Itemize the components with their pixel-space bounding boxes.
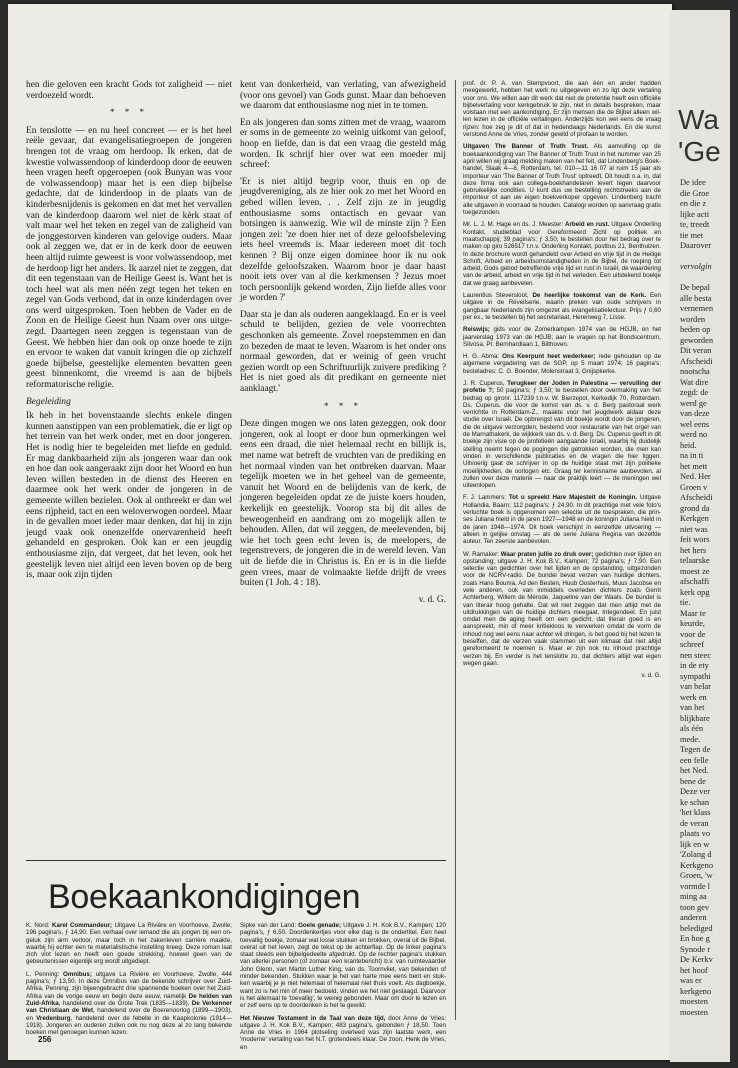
author-signature: v. d. G.	[418, 594, 446, 605]
facing-page-line: plaats vo	[680, 829, 711, 838]
announcements-title: Boekaankondigingen	[48, 878, 361, 916]
facing-page-line: heden op	[680, 325, 711, 334]
facing-page-line: niet was	[680, 524, 708, 534]
facing-page-line: van deze	[680, 409, 710, 418]
facing-page-title-line-1: Wa	[678, 104, 719, 135]
article-paragraph: kent van donkerheid, van verlating, van afwezigheid (voor ons gevoel) van Gods gunst. Maar dan behoeven we daarom dat enthousiasme nog niet in te tomen.	[240, 80, 446, 112]
announcement-item: F. J. Lammers: Tot u spreekt Hare Majesteit de Koningin. Uitgave Hollandia, Baarn; 112 pagina's; ƒ 24,90. In dit prachtige met vele foto's verluchte boek is opgenomen een selectie uit de toespraken, die prinses Juliana hield in de jaren 1927—1948 en de koningin Juliana hield in de jaren 1948—1974. Dit boek verschijnt in eenzelfde uitvoering — alleen in gelijke omslag — als de serie Juliana Regina van dezelfde auteur. Ten zeerste aanbevolen.	[463, 494, 661, 546]
facing-page-line: kerk opg	[680, 587, 710, 597]
article-paragraph: Ik heb in het bovenstaande slechts enkele dingen kunnen aanstippen van een problematiek, die er ligt op het terrein van het werk onder, met en door jongeren. Het is nodig hier te begeleiden met liefde en geduld. Er mag dankbaarheid zijn als jongeren waar dan ook en hoe dan ook aangeraakt zijn door het Woord en hun leven willen besteden in de dienst des Heeren en daarmee ook het werk onder de jongeren in de gemeente willen bezielen. Ook al onthreekt er dan wel eens rijpheid, tact en een weloverwogen oordeel. Maar in de gevallen moet ieder maar denken, dat hij in zijn jeugd vaak ook onenzelfde onervarenheid heeft gehandeld en gesproken. Ook kan er een jeugdig enthousiasme zijn, dat vergeet, dat het leven, ook het geestelijk leven niet altijd een leven boven op de berg is, maar ook zijn tijden	[26, 411, 232, 581]
page-number: 256	[38, 1035, 52, 1044]
facing-page-line: anderen	[680, 913, 707, 922]
facing-page-line: De bepal	[680, 283, 710, 292]
facing-page-line: ming aa	[680, 892, 707, 901]
facing-page-line: Maar te	[680, 608, 706, 618]
facing-page-line: Deze ver	[680, 787, 710, 796]
facing-page-line: als één	[680, 724, 704, 733]
facing-page-line: mede.	[680, 734, 701, 744]
facing-page-line: Wat dire	[680, 377, 709, 387]
facing-page-line: die Groe	[680, 188, 710, 198]
facing-page-line: geworden	[680, 335, 714, 345]
facing-page-line: alle besta	[680, 293, 712, 303]
facing-page-line: ke schan	[680, 797, 710, 807]
section-divider: * * *	[324, 400, 362, 411]
facing-page-line: Daarover	[680, 241, 712, 250]
facing-page-line: moesten	[680, 1007, 708, 1017]
facing-page-line: worden	[680, 314, 706, 324]
facing-page-line: werd no	[680, 430, 708, 439]
facing-page-line: in de ety	[680, 661, 709, 670]
facing-page-line: bene de	[680, 776, 706, 786]
announcement-item: prof. dr. P. A. van Stempvoort, die aan één en ander hadden meegewerkt, hebben het werk nu uitgegeven en zo ligt deze vertaling voor ons. We willen aan dit werk dat niet de pretentie heeft een officiële bijbelvertaling voor kerkgebruik te zijn, niet in details bespreken, maar volstaan met een aankondiging. Er zijn mensen die de Bijbel alleen willen lezen in de officiële vertalingen. Anderzijds kon wel eens de vraag rijzen: hoe zeg je dit of dat in hedendaags Nederlands. En die kunst verstond Anne de Vries, zonder gewild of profaan te worden.	[463, 80, 661, 139]
article-paragraph: En als jongeren dan soms zitten met de vraag, waarom er soms in de gemeente zo weinig uitkomt van geloof, hoop en liefde, dan is dat een vraag die gesteld mág worden. Ik schrijf hier over wat een moeder mij schreef:	[240, 117, 446, 171]
facing-page-line: grond da	[680, 503, 710, 513]
article-quote: 'Er is niet altijd begrip voor, thuis en op de jeugdvereniging, als ze hier ook zo met het Woord en gebed willen leven. . . Zelf zijn ze in jeugdig enthousiasme soms ontactisch en gevaar van botsingen is aanwezig. Wie wil de minste zijn ? Een jongen zei: 'ze doen hier net of deze geloofsbeleving iets heel vreemds is. Maar iedereen moet dit toch kennen ? Bij onze eigen dominee hoor ik nu ook dezelfde geloofszaken. Waarom hoor je daar haast nooit iets over van al die kerkmensen ? Jezus moet toch persoonlijk gekend worden, Zijn liefde alles voor je worden ?'	[240, 176, 446, 304]
facing-page-line: van belar	[680, 682, 711, 691]
facing-page-line: tie.	[680, 598, 691, 607]
announcement-item: Reiswijs; gids voor de Zomerkampen 1974 van de HGJB, en het jaarverslag 1973 van de HGJB; aan te vragen op het Bondscentrum, Silvosa, Pr. Bernhardlaan 1, Bilthoven.	[463, 326, 661, 348]
facing-page-line: te, treedt	[680, 220, 710, 229]
facing-page-line: 'Zolang d	[680, 850, 712, 859]
facing-page-line: blijkbare	[680, 713, 710, 723]
announcement-item: K. Nord: Karel Commandeur; Uitgave La Rivière en Voorhoeve, Zwolle; 196 pagina's, ƒ 14,90. Een verhaal over iemand die als jongen bij een ongeluk zijn arm verloor, maar toch in het zakenleven carrière maakte, waarbij hij echter een te materialistische instelling kreeg. Deze roman laat zich vlot lezen en heeft een goede strekking, hoewel geen van de gebeurtenissen eigenlijk erg wordt uitgediept.	[26, 922, 233, 966]
facing-page-line: heid.	[680, 440, 697, 450]
facing-page-line: voor de	[680, 629, 706, 639]
announcement-item: H. G. Abma: Ons Keerpunt heet wederkeer; rede gehouden op de algemene vergadering van de SGP, op 5 maart 1974; 16 pagina's; besteladres: C. G. Boender, Molenstraat 3, Gnijspkerke.	[463, 353, 662, 375]
facing-page-line: Afscheidi	[680, 356, 713, 366]
facing-page-line: moesten	[680, 997, 708, 1006]
facing-page-line	[680, 273, 713, 284]
facing-page-line: belediged	[680, 923, 713, 933]
facing-page-line: werd ge	[680, 398, 707, 408]
section-divider: * * *	[110, 107, 148, 118]
facing-page-line: het hoof	[680, 965, 708, 975]
facing-page-line: Groen v	[680, 482, 708, 492]
facing-page-line: het mett	[680, 461, 708, 471]
facing-page-text	[680, 178, 713, 1018]
magazine-page	[8, 4, 672, 1060]
article-paragraph: Daar sta je dan als ouderen aangeklaagd. En er is veel schuld te belijden, gezien de vele voorrechten geschonken als gemeente. Zovel roepstemmen en dan zo bezeden de maat te leven. Waarom is het onder ons normaal geworden, dat er weinig of geen vrucht gezien wordt op een Schriftuurlijk zuivere prediking ? Het is niet goed als dit predikant en gemeente niet aanklaagt.'	[240, 309, 446, 395]
facing-page-line	[680, 252, 713, 263]
announcement-item: J. R. Cuperus, Terugkeer der Joden in Palestina — vervulling der profetie ?; 50 pagina's; ƒ 3,50; te bestellen door overmaking van het bedrag op gironr. 117239 t.n.v. W. Bierzepol, Kerkedijk 70, Rotterdam. Ds. Cuperus, die voor de komst van ds. v. d. Berg pastoraal werk verrichtte in Rotterdam-Z., maakte voor het jeugdwerk aldaar deze studie over Israël. De opbrengst van dit boekje wordt door de jongeren, die de uitgave verzorgden, bestemd voor restauratie van het orgel van de Marnathakerk, de wijkkerk van ds. v. d. Berg. Ds. Cuperus geeft in dit boekje zijn visie op de profetieën aangaande Israël, waarbij hij duidelijk stelling neemt tegen de pogingen die getrokken worden, die men kan vinden in verschillende publicaties en de vragen die hier liggen. Uitvoerig gaat de schrijver in op de huidige staat met zijn politieke moeilijkheden, de oorlogen etc. Graag ter kennisname aanbevolen, al zullen over deze materie — naar de praktijk leert — de meningen wel uiteenlopen.	[463, 379, 661, 490]
article-column-1	[26, 80, 232, 587]
author-signature: v. d. G.	[641, 672, 661, 680]
announcements-column-4	[26, 922, 232, 1041]
facing-page-line: nootscha	[680, 367, 710, 376]
facing-page-line: het Ned.	[680, 766, 709, 775]
announcement-item: Sipke van der Land: Goele genade; Uitgave J. H. Kok B.V., Kampen; 120 pagina's, ƒ 6,50. Doordenkertjes voor elke dag is de ondertitel. Een heel toevallig boekje, zomaar wat losse stukken en brokken, overal uit de Bijbel, overal uit het leven, zegt de tekst op de achterflap. Op de linker pagina's staat steeds een bijbelgedeelte afgedrukt. Op de rechter pagina's stukken van allerlei personen (of zomaar een krantebericht) b.v. van ruimtevaarder John Glenn, van Martin Luther King, van ds. Toornvliet, van bekenden of minder bekenden. Stukken waar je het van harte mee eens bent en stukken waarbij je je niet helemaal of helemaal niet thuis voelt. Als dagboekje, want zo is het min of meer bedoeld, vinden we het niet geslaagd. Daarvoor is het allemaal te 'toevallig', te weinig gebonden. Maar om door te lezen en er zelf eens op te doordenken is het te gewild.	[240, 922, 446, 1010]
announcement-item: Uitgaven The Banner of Truth Trust. Als aanvulling op de boekaankondiging van The Banner of Truth Trust in het nummer van 25 april willen wij graag melding maken van het feit, dat Lindenberg's Boekhandel, Slaak 4—8, Rotterdam, tel. 010—11 16 07 al ruim 15 jaar als importeur van 'The Banner of Truth Trust' optreedt. Dit houdt o.a. in, dat deze firma ook aan collega-boekhandelaren levert tegen daarvoor gebruikelijke condities. U kunt dus uw bestelling rechtstreeks aan de importeur of aan uw eigen boekverkoper opgeven. Lindenberg tracht alle uitgaven in voorraad te houden. Catalogi worden op aanvraag gratis toegezonden.	[463, 143, 661, 217]
facing-page-line: en die z	[680, 199, 707, 208]
facing-page-line: het hers	[680, 545, 707, 555]
facing-page-edge	[670, 10, 730, 1062]
facing-page-line: van het	[680, 703, 705, 712]
facing-page-line: was er	[680, 976, 702, 985]
facing-page-line: een felle	[680, 755, 709, 765]
facing-page-line: moest ze	[680, 566, 710, 576]
facing-page-line: vernemen	[680, 304, 714, 313]
facing-page-line: Groen, 'w	[680, 871, 713, 880]
announcement-item: Laurentius Steversloot, De heerlijke toekomst van de Kerk. Een uitgave in de Réveilserie, waarin preken van oude schrijvers in gangbaar Nederlands zijn omgezet als evangelisatielectuur. Prijs ƒ 0,60 per ex., te bestellen bij het secretariaat, Herenweg 7, Lisse.	[463, 292, 661, 321]
facing-page-line: Afscheidi	[680, 493, 713, 502]
announcements-column-3	[463, 80, 661, 680]
facing-page-line: schreef	[680, 640, 705, 649]
facing-page-line: werk en	[680, 692, 707, 702]
facing-page-line: toon gev	[680, 902, 710, 912]
facing-page-line: zegd: de	[680, 388, 709, 397]
facing-page-line: telaarske	[680, 556, 710, 565]
facing-page-line: Tegen de	[680, 745, 711, 754]
facing-page-line: De Kerkv	[680, 955, 713, 964]
article-paragraph: En tenslotte — en nu heel concreet — er is het heel reële gevaar, dat evangelisatiegroepen de jongeren brengen tot de vraag om herdoop. Ik erken, dat de kwestie volwassendoop of kinderdoop door de eeuwen heen vragen heeft opgeroepen (ook Bunyan was voor de volwassendoop) maar het is een diep bijbelse gedachte, dat de kinderdoop in de plaats van de kinderbesnijdenis is gekomen en dat met het vervallen van de kinderdoop daarom wel niet de kèrk staat of valt maar wel het teken en zegel van de zaligheid van de jonggestorven kinderen van gelovige ouders. Maar ook al zeggen we, dat er in de kerk door de eeuwen heen altijd ruimte geweest is voor volwassendoop, met de herdoop ligt het anders. Ik aarzel niet te zeggen, dat dit een tegenstaan van de Heilige Geest is. Want het is toch heel wat als men néén zegt tegen het teken en zegel van Gods verbond, dat in onze kinderdagen over ons werd uitgesproken. Toen hebben de Vader en de Zoon en de Heilige Geest hun Naam over ons uitgezegd. Daartegen neen zeggen is tegenstaan van de Geest. We hebben hier dan ook op onze hoede te zijn en ervoor te waken dat vanuit kringen die op zichzelf goede bijbelse, geestelijke elementen bevatten geen geest binnenkomt, die vreemd is aan de bijbels reformatorische religie.	[26, 125, 232, 391]
column-divider	[455, 80, 456, 1020]
facing-page-title-line-2: 'Ge	[678, 136, 721, 167]
facing-page-line: wel eens	[680, 419, 710, 429]
facing-page-line: De idee	[680, 178, 706, 187]
announcement-item: W. Ramaker: Waar praten jullie zo druk over; gedichten over lijden en opstanding; uitgave J. H. Kok B.V., Kampen; 72 pagina's; ƒ 7,90. Een selectie van gedichten over het lijden en de opstanding, uitgezonden voor de NCRV-radio. De bundel bevat verzen van huidige dichters, zoals Hans Bouma, Ad den Besten, Huub Oosterhuis, Muus Jacobse en vele anderen, ook van inmiddels overleden dichters zoals Gerrit Achterberg, Willem de Mérode, Jaqueline van der Waals. De bundel is van literair hoog gehalte. Dat wil niet zeggen dat men altijd met de uitdrukkingen van de huidige dichters meegaat. Integendeel. En juist omdat men de aging heeft om een gedicht, dat literair goed is en aanspreekt, min of meer kritiekloos te verwerken omdat de vorm de inhoud nog wel eens naar achter wil dringen, is het goed bij het lezen te beseffen, dat de verzen vaak stammen uit een klimaat dat niet altijd gereformeerd te noemen is. Maar er zijn ook nu inhoud prachtige verzen bij. En verder is het tenslotte zo, dat dichters altijd wat eigen wegen gaan.	[463, 550, 662, 667]
facing-page-line: Kerkgeno	[680, 860, 714, 870]
facing-page-line: vormde l	[680, 881, 711, 891]
facing-page-line: afschaffi	[680, 577, 710, 586]
facing-page-line: 'het klass	[680, 808, 711, 817]
facing-page-line: lijke acti	[680, 209, 710, 219]
article-paragraph: Deze dingen mogen we ons laten gezeggen, ook door jongeren, ook al loopt er door hun opmerkingen wel eens een draad, die niet helemaal recht en billijk is, met name wat betreft de vruchten van de prediking en het normaal vinden van het ontbreken daarvan. Maar tegelijk moeten we in het geheel van de gemeente, vanuit het Woord en de belijdenis van de kerk, de jongeren begeleiden opdat ze de juiste koers houden, kerkelijk en geestelijk. Voorop sta bij dit alles de beweogenheid en aandrang om zo mogelijk allen te behouden. Allen, dat wil zeggen, de meelevenden, bij wie het toch geen echt leven is, de meelopers, de tegenstrevers, de jongeren die in de wereld leven. Van uit de liefde die in Christus is. En er is in die liefde geen vrees, maar de volmaakte liefde drijft de vrees buiten (1 Joh. 4 : 18).	[240, 419, 446, 589]
announcement-item: L. Penning: Omnibus; uitgave La Rivière en Voorhoeve, Zwolle; 444 pagina's; ƒ 13,50. In deze Omnibus van de bekende schrijver over Zuid-Afrika, Penning, zijn bijeengebracht drie spannende boeken over het Zuid-Afrika van de vorige eeuw en begin deze eeuw, namelijk De helden van Zuid-Afrika, handelend over de Grote Trek (1835—1839), De Verkenner van Christiaan de Wet, handelend over de Boerenoorlog (1899—1903), en Vredenburg, handelend over de febelle in de Kaapkolonie (1914—1918). Jongeren en ouderen zullen ook nu nog deze al zo lang bekende boeken met genoegen kunnen lezen.	[26, 970, 232, 1037]
facing-page-line: feit wors	[680, 535, 710, 544]
article-paragraph: hen die geloven een kracht Gods tot zaligheid — niet verdoezeld wordt.	[26, 80, 232, 101]
facing-page-line: nen steec	[680, 650, 711, 660]
facing-page-line: Dit veran	[680, 346, 712, 355]
announcement-item: Het Nieuwe Testament in de Taal van deze tijd, door Anne de Vries; uitgave J. H. Kok B.V., Kampen; 483 pagina's, gebonden ƒ 18,50. Toen Anne de Vries in 1964 plotseling overleed was zijn laatste werk, een 'moderne' vertaling van het N.T. grotendeels klaar. De zoon, Henk de Vries, en	[240, 1014, 446, 1051]
article-bottom-rule	[26, 860, 446, 861]
announcement-item: Mr. L. J. M. Hage en ds. J. Meester: Arbeid en rust. Uitgave Onderling Kontakt, studieblad voor Gereformeerd Zicht op politiek en maatschappij; 39 pagina's; ƒ 3,50; te bestellen door het bedrag over te maken op giro 526517 t.n.v. Onderling Kontakt, postbus 21, Benthuizen. In deze brochure wordt gehandeld over Arbeid en vrije tijd in de Heilige Schrift, Arbeid en arbeidsomstandigheden in de Bijbel, de roeping tot arbeid, Gods gebod betreffende vrije tijd en rust in Israël, de waardering van de arbeid, arbeid en vrije tijd in het verleden. Een uitstekend boekje dat we graag aanbevelen.	[463, 221, 661, 287]
section-heading: Begeleiding	[26, 396, 71, 407]
facing-page-line: kerkgeno	[680, 986, 712, 996]
facing-page-line: keurde,	[680, 619, 705, 628]
facing-page-line: lijk en w	[680, 839, 710, 849]
facing-page-line: na in ti	[680, 451, 704, 460]
announcements-column-5	[240, 922, 446, 1056]
facing-page-line: vervolgin	[680, 262, 712, 271]
facing-page-line: Kerkgen	[680, 514, 709, 523]
facing-page-line: de veran	[680, 818, 709, 828]
article-column-2	[240, 80, 446, 605]
facing-page-line: Synode r	[680, 944, 711, 954]
facing-page-line: tie met	[680, 230, 704, 240]
facing-page-line: sympathi	[680, 671, 711, 681]
facing-page-line: En hoe g	[680, 934, 710, 943]
facing-page-line: Ned. Her	[680, 472, 711, 481]
